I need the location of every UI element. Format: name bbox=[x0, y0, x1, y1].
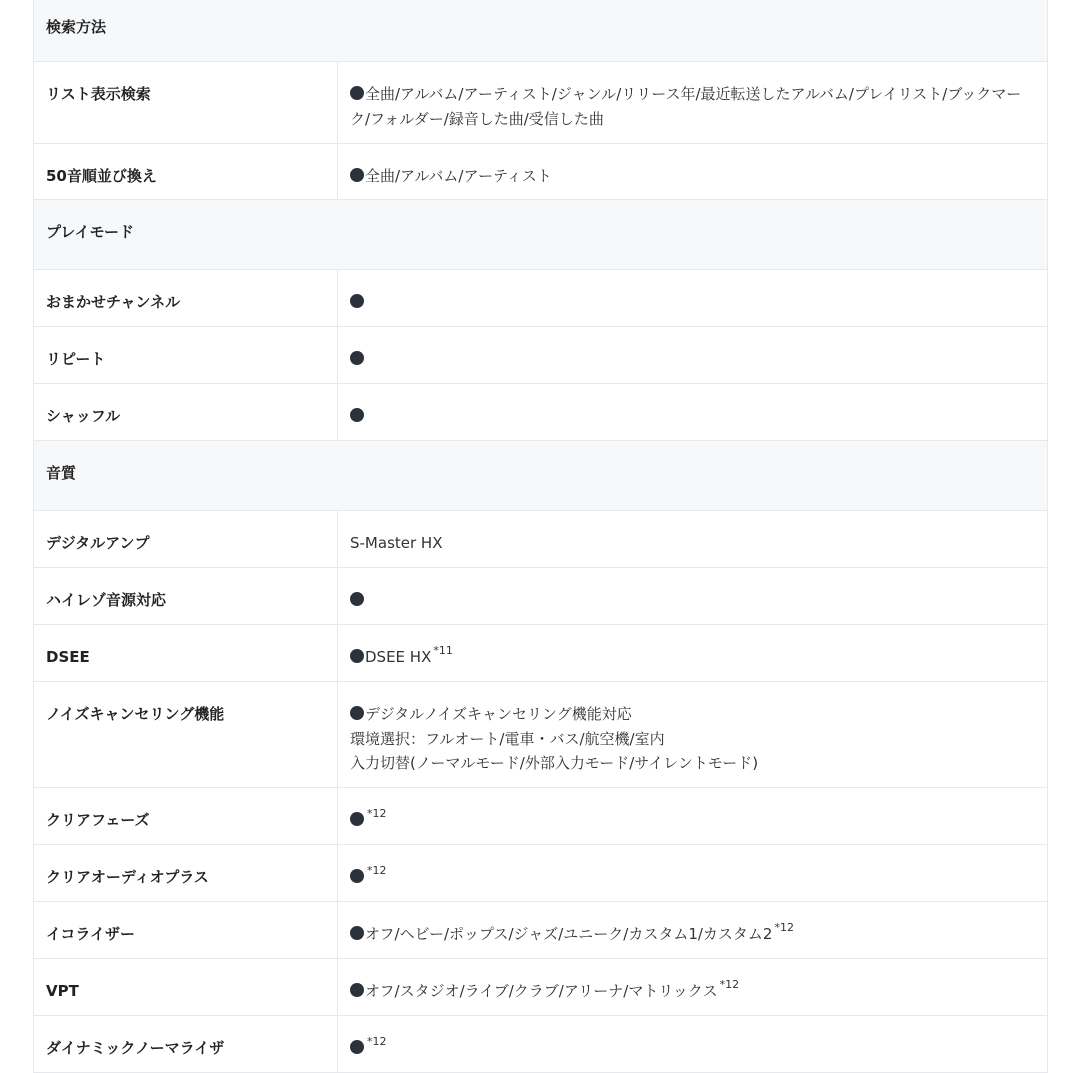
value-text bbox=[350, 404, 1035, 429]
spec-label: ノイズキャンセリング機能 bbox=[46, 705, 225, 723]
spec-row bbox=[34, 144, 1048, 200]
section-header-row bbox=[34, 200, 1048, 270]
spec-value bbox=[338, 845, 1047, 890]
spec-value bbox=[338, 902, 1047, 947]
section-header-row bbox=[34, 441, 1048, 511]
value-text bbox=[350, 588, 1035, 613]
spec-row bbox=[34, 511, 1048, 568]
bullet-dot-icon bbox=[350, 351, 364, 365]
spec-label-cell bbox=[34, 1016, 338, 1073]
spec-value bbox=[338, 144, 1047, 189]
value-text: オフ/スタジオ/ライブ/クラブ/アリーナ/マトリックス bbox=[350, 982, 718, 1000]
spec-label-cell bbox=[34, 902, 338, 959]
spec-value bbox=[338, 788, 1047, 833]
spec-row bbox=[34, 270, 1048, 327]
spec-label: DSEE bbox=[46, 648, 90, 666]
spec-row bbox=[34, 625, 1048, 682]
bullet-dot-icon bbox=[350, 408, 364, 422]
spec-label-cell bbox=[34, 384, 338, 441]
value-text bbox=[350, 290, 1035, 315]
spec-value-cell bbox=[338, 511, 1048, 568]
value-text: 全曲/アルバム/アーティスト bbox=[350, 164, 1035, 189]
spec-value-cell bbox=[338, 682, 1048, 788]
section-header-cell bbox=[34, 0, 1048, 62]
footnote-marker: *12 bbox=[367, 1035, 387, 1048]
value-line: デジタルノイズキャンセリング機能対応 bbox=[350, 702, 1035, 727]
spec-value-cell bbox=[338, 625, 1048, 682]
spec-label-cell bbox=[34, 788, 338, 845]
section-title: 検索方法 bbox=[46, 18, 107, 36]
value-text bbox=[350, 868, 365, 886]
bullet-dot-icon bbox=[350, 983, 364, 997]
value-with-note bbox=[350, 865, 1035, 890]
spec-value bbox=[338, 1016, 1047, 1061]
spec-label: ダイナミックノーマライザ bbox=[46, 1039, 225, 1057]
value-text: オフ/ヘビー/ポップス/ジャズ/ユニーク/カスタム1/カスタム2 bbox=[350, 925, 772, 943]
value-text: 全曲/アルバム/アーティスト/ジャンル/リリース年/最近転送したアルバム/プレイリスト/ブックマーク/フォルダー/録音した曲/受信した曲 bbox=[350, 85, 1022, 128]
spec-value bbox=[338, 511, 1047, 556]
spec-row bbox=[34, 384, 1048, 441]
value-with-note bbox=[350, 808, 1035, 833]
spec-value-cell bbox=[338, 845, 1048, 902]
section-title: 音質 bbox=[46, 464, 77, 482]
spec-label-cell bbox=[34, 270, 338, 327]
bullet-dot-icon bbox=[350, 168, 364, 182]
section-header-cell bbox=[34, 200, 1048, 270]
spec-label-cell bbox=[34, 682, 338, 788]
spec-label: VPT bbox=[46, 982, 79, 1000]
footnote-marker: *12 bbox=[367, 864, 387, 877]
spec-label-cell bbox=[34, 327, 338, 384]
spec-row bbox=[34, 327, 1048, 384]
spec-label: リピート bbox=[46, 350, 106, 368]
spec-label: 50音順並び換え bbox=[46, 167, 157, 185]
spec-value-cell bbox=[338, 788, 1048, 845]
spec-value-cell bbox=[338, 144, 1048, 200]
section-header-cell bbox=[34, 441, 1048, 511]
bullet-dot-icon bbox=[350, 869, 364, 883]
spec-row bbox=[34, 902, 1048, 959]
spec-label-cell bbox=[34, 144, 338, 200]
spec-value-cell bbox=[338, 1016, 1048, 1073]
value-with-note bbox=[350, 979, 1035, 1004]
bullet-dot-icon bbox=[350, 706, 364, 720]
value-text bbox=[350, 347, 1035, 372]
bullet-dot-icon bbox=[350, 592, 364, 606]
spec-row bbox=[34, 62, 1048, 144]
footnote-marker: *11 bbox=[433, 644, 453, 657]
spec-label: シャッフル bbox=[46, 407, 121, 425]
spec-value bbox=[338, 682, 1047, 776]
value-line: 環境選択：フルオート/電車・バス/航空機/室内 bbox=[350, 729, 665, 748]
spec-row bbox=[34, 845, 1048, 902]
value-text bbox=[350, 811, 365, 829]
value-with-note bbox=[350, 1036, 1035, 1061]
bullet-dot-icon bbox=[350, 926, 364, 940]
spec-label-cell bbox=[34, 62, 338, 144]
spec-label: おまかせチャンネル bbox=[46, 293, 181, 311]
spec-row bbox=[34, 788, 1048, 845]
value-text: DSEE HX bbox=[350, 648, 431, 666]
spec-value bbox=[338, 62, 1047, 131]
value-with-note bbox=[350, 645, 1035, 670]
spec-value bbox=[338, 959, 1047, 1004]
section-title: プレイモード bbox=[46, 223, 135, 241]
spec-value-cell bbox=[338, 568, 1048, 625]
spec-value-cell bbox=[338, 902, 1048, 959]
spec-label-cell bbox=[34, 625, 338, 682]
spec-value bbox=[338, 384, 1047, 429]
spec-table-body bbox=[34, 0, 1048, 1073]
bullet-dot-icon bbox=[350, 1040, 364, 1054]
spec-value-cell bbox=[338, 959, 1048, 1016]
spec-value bbox=[338, 270, 1047, 315]
bullet-dot-icon bbox=[350, 649, 364, 663]
spec-label-cell bbox=[34, 568, 338, 625]
spec-value-cell bbox=[338, 384, 1048, 441]
footnote-marker: *12 bbox=[367, 807, 387, 820]
section-header-row bbox=[34, 0, 1048, 62]
spec-value-cell bbox=[338, 270, 1048, 327]
spec-label: リスト表示検索 bbox=[46, 85, 151, 103]
spec-label: クリアフェーズ bbox=[46, 811, 150, 829]
value-text: S-Master HX bbox=[350, 534, 443, 552]
value-text bbox=[350, 1039, 365, 1057]
spec-table bbox=[33, 0, 1048, 1073]
spec-label-cell bbox=[34, 511, 338, 568]
spec-label: クリアオーディオプラス bbox=[46, 868, 209, 886]
bullet-dot-icon bbox=[350, 294, 364, 308]
spec-label: イコライザー bbox=[46, 925, 135, 943]
spec-label-cell bbox=[34, 959, 338, 1016]
spec-value-cell bbox=[338, 62, 1048, 144]
spec-label-cell bbox=[34, 845, 338, 902]
spec-row bbox=[34, 568, 1048, 625]
spec-label: ハイレゾ音源対応 bbox=[46, 591, 167, 609]
value-line: 入力切替(ノーマルモード/外部入力モード/サイレントモード) bbox=[350, 754, 759, 772]
spec-value bbox=[338, 327, 1047, 372]
spec-row bbox=[34, 1016, 1048, 1073]
footnote-marker: *12 bbox=[774, 921, 794, 934]
spec-value bbox=[338, 568, 1047, 613]
bullet-dot-icon bbox=[350, 86, 364, 100]
footnote-marker: *12 bbox=[719, 978, 740, 991]
bullet-dot-icon bbox=[350, 812, 364, 826]
spec-row bbox=[34, 959, 1048, 1016]
spec-value bbox=[338, 625, 1047, 670]
spec-value-cell bbox=[338, 327, 1048, 384]
spec-row bbox=[34, 682, 1048, 788]
value-with-note bbox=[350, 922, 1035, 947]
spec-label: デジタルアンプ bbox=[46, 534, 150, 552]
